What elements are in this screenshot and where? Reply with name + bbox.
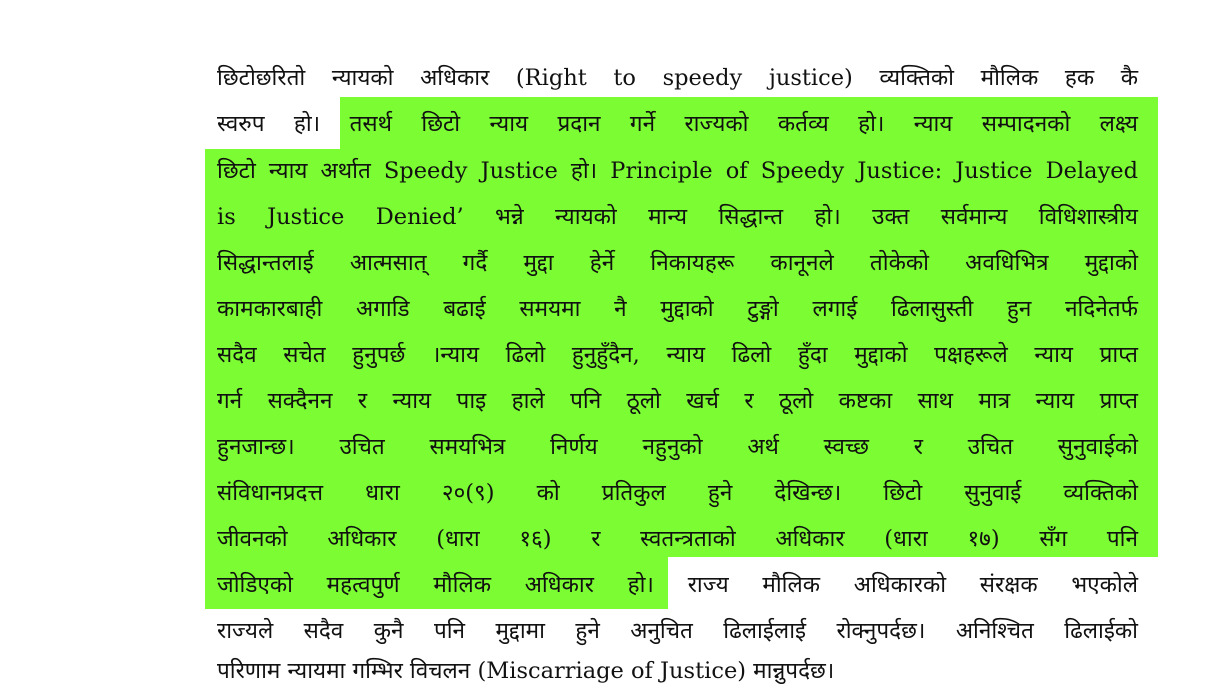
paragraph-line-5: सिद्धान्तलाई आत्मसात् गर्दै मुद्दा हेर्ने निकायहरू कानूनले तोकेको अवधिभित्र मुद्दाको xyxy=(217,250,1138,276)
paragraph-line-9: हुनजान्छ। उचित समयभित्र निर्णय नहुनुको अर्थ स्वच्छ र उचित सुनुवाईको xyxy=(217,434,1138,460)
paragraph-line-14: परिणाम न्यायमा गम्भिर विचलन (Miscarriage of Justice) मान्नुपर्दछ। xyxy=(217,658,835,684)
paragraph-line-11: जीवनको अधिकार (धारा १६) र स्वतन्त्रताको अधिकार (धारा १७) सँग पनि xyxy=(217,526,1138,552)
paragraph-line-1: छिटोछरितो न्यायको अधिकार (Right to speedy justice) व्यक्तिको मौलिक हक कै xyxy=(217,65,1138,91)
paragraph-line-3: छिटो न्याय अर्थात Speedy Justice हो। Principle of Speedy Justice: Justice Delayed xyxy=(217,158,1138,184)
paragraph-line-2: स्वरुप हो। तसर्थ छिटो न्याय प्रदान गर्ने राज्यको कर्तव्य हो। न्याय सम्पादनको लक्ष्य xyxy=(217,111,1138,137)
paragraph-line-10: संविधानप्रदत्त धारा २०(९) को प्रतिकुल हुने देखिन्छ। छिटो सुनुवाई व्यक्तिको xyxy=(217,480,1138,506)
paragraph-line-4: is Justice Denied’ भन्ने न्यायको मान्य सिद्धान्त हो। उक्त सर्वमान्य विधिशास्त्रीय xyxy=(217,204,1138,230)
paragraph-line-8: गर्न सक्दैनन र न्याय पाइ हाले पनि ठूलो खर्च र ठूलो कष्टका साथ मात्र न्याय प्राप्त xyxy=(217,388,1138,414)
paragraph-line-7: सदैव सचेत हुनुपर्छ ।न्याय ढिलो हुनुहुँदैन, न्याय ढिलो हुँदा मुद्दाको पक्षहरूले न्याय प्राप्त xyxy=(217,342,1138,368)
paragraph-line-6: कामकारबाही अगाडि बढाई समयमा नै मुद्दाको टुङ्गो लगाई ढिलासुस्ती हुन नदिनेतर्फ xyxy=(217,296,1138,322)
paragraph-line-13: राज्यले सदैव कुनै पनि मुद्दामा हुने अनुचित ढिलाईलाई रोक्नुपर्दछ। अनिश्चित ढिलाईको xyxy=(217,618,1138,644)
paragraph-line-12: जोडिएको महत्वपुर्ण मौलिक अधिकार हो। राज्य मौलिक अधिकारको संरक्षक भएकोले xyxy=(217,572,1138,598)
